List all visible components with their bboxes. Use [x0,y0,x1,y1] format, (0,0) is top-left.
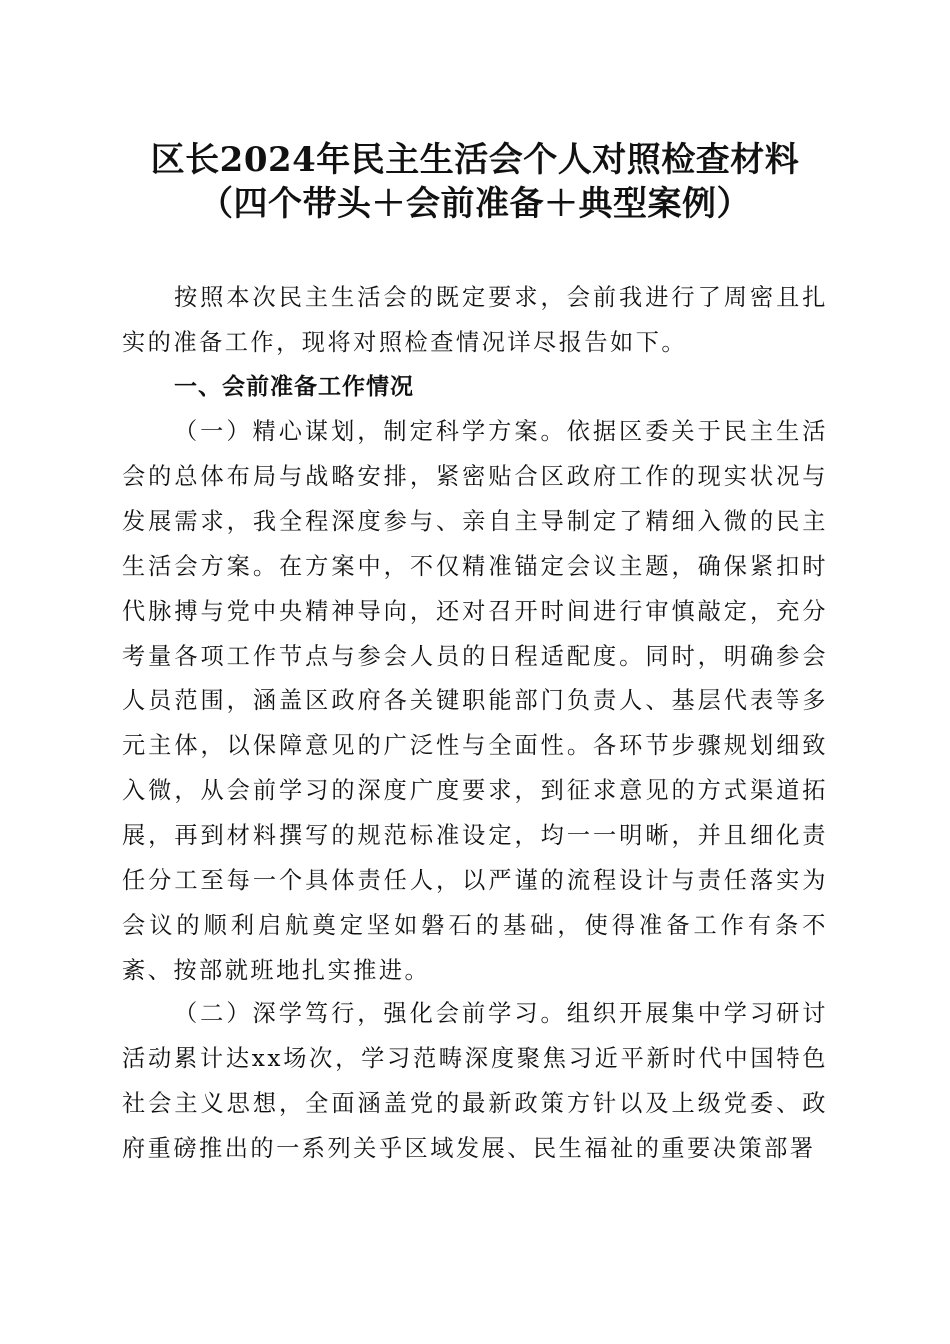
paragraph-planning: （一）精心谋划，制定科学方案。依据区委关于民主生活会的总体布局与战略安排，紧密贴合区政府工作的现实状况与发展需求，我全程深度参与、亲自主导制定了精细入微的民主生活会方案。在方案中，不仅精准锚定会议主题，确保紧扣时代脉搏与党中央精神导向，还对召开时间进行审慎敲定，充分考量各项工作节点与参会人员的日程适配度。同时，明确参会人员范围，涵盖区政府各关键职能部门负责人、基层代表等多元主体，以保障意见的广泛性与全面性。各环节步骤规划细致入微，从会前学习的深度广度要求，到征求意见的方式渠道拓展，再到材料撰写的规范标准设定，均一一明晰，并且细化责任分工至每一个具体责任人，以严谨的流程设计与责任落实为会议的顺利启航奠定坚如磐石的基础，使得准备工作有条不紊、按部就班地扎实推进。 [122,418,828,984]
section-1-heading: 一、会前准备工作情况 [174,374,414,400]
document-title-line-1: 区长2024年民主生活会个人对照检查材料 [150,140,800,180]
document-title-line-2: （四个带头＋会前准备＋典型案例） [199,184,751,224]
intro-paragraph: 按照本次民主生活会的既定要求，会前我进行了周密且扎实的准备工作，现将对照检查情况详尽报告如下。 [122,284,828,356]
paragraph-study: （二）深学笃行，强化会前学习。组织开展集中学习研讨活动累计达xx场次，学习范畴深度聚焦习近平新时代中国特色社会主义思想，全面涵盖党的最新政策方针以及上级党委、政府重磅推出的一系列关乎区域发展、民生福祉的重要决策部署 [122,1000,828,1162]
